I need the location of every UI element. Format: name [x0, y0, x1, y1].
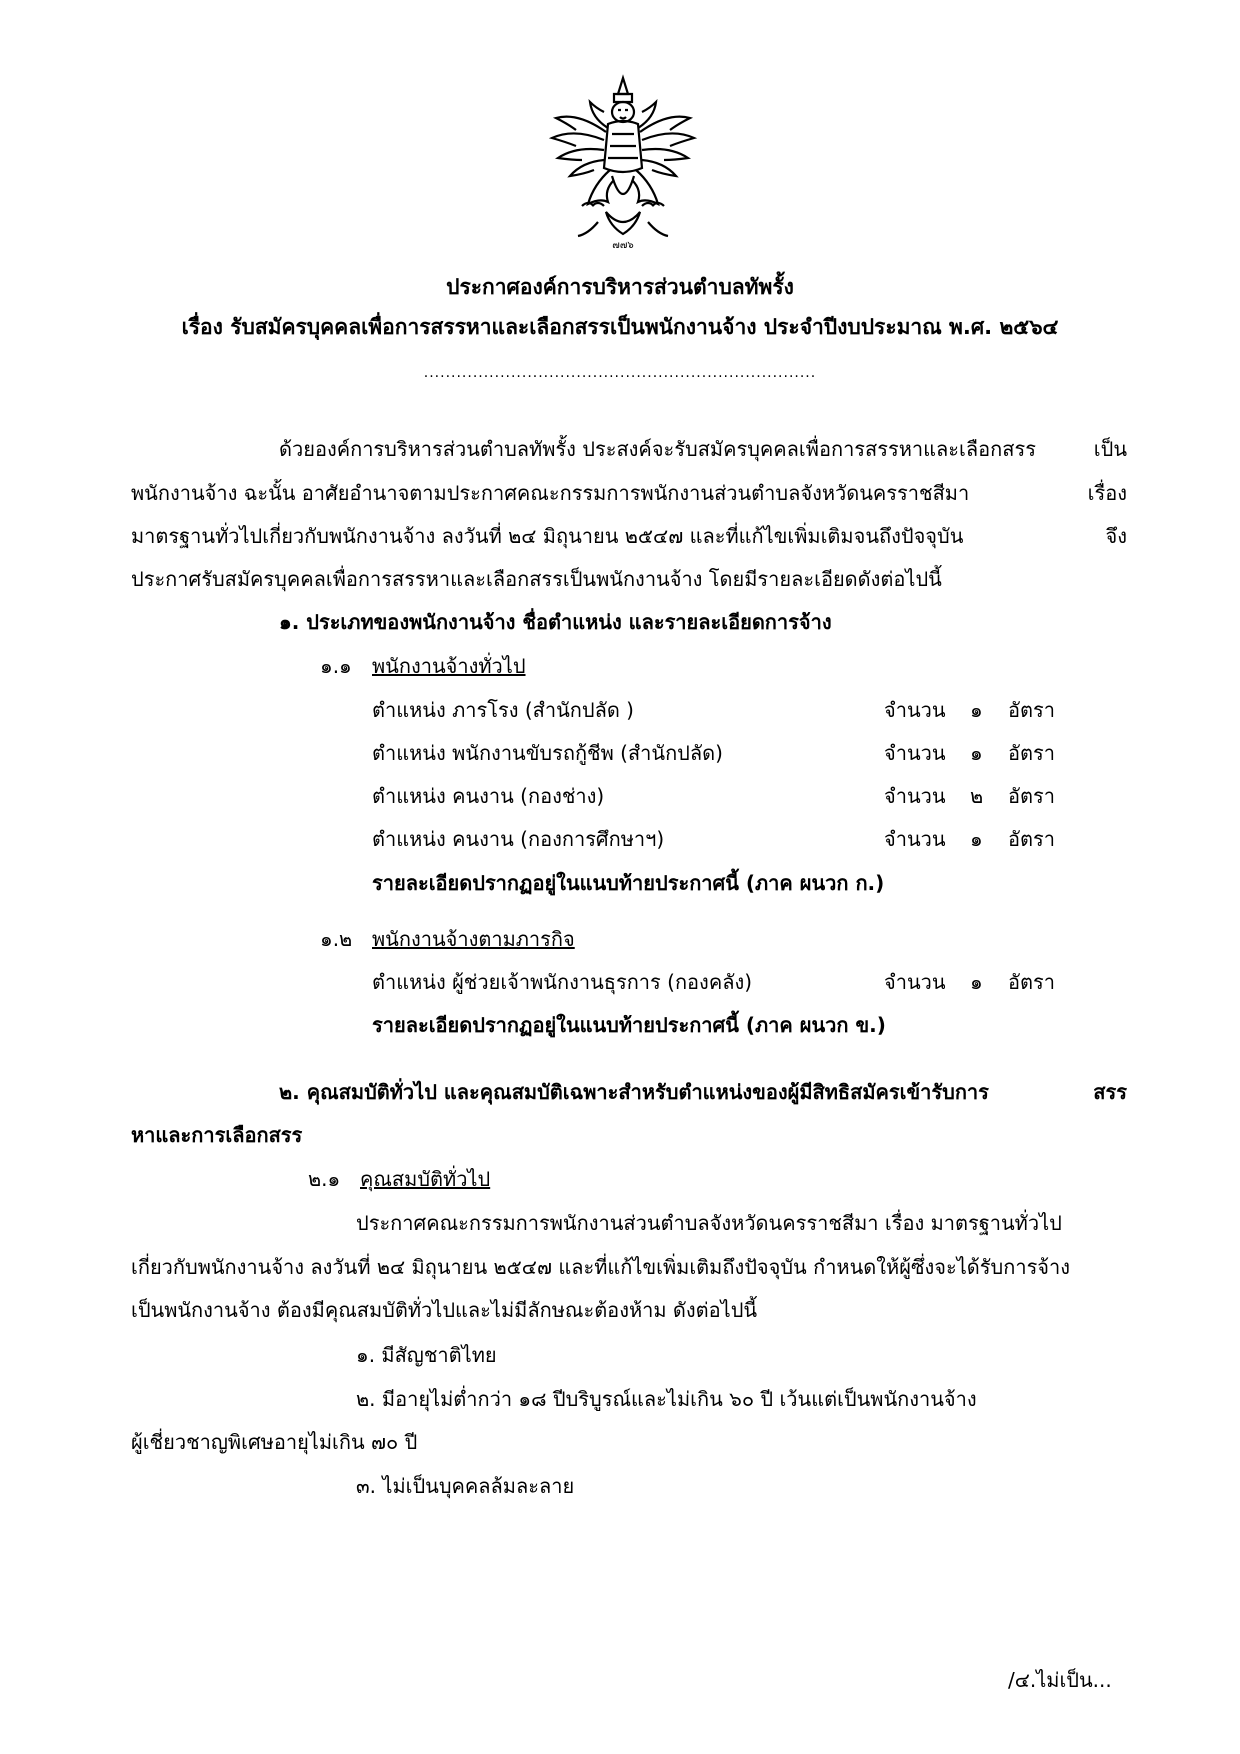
position-name: ตำแหน่ง พนักงานขับรถกู้ชีพ (สำนักปลัด) [372, 741, 723, 765]
section-2-1-title: คุณสมบัติทั่วไป [360, 1167, 491, 1191]
intro-line-4: ประกาศรับสมัครบุคคลเพื่อการสรรหาและเลือกสรรเป็นพนักงานจ้าง โดยมีรายละเอียดดังต่อไปนี้ [131, 567, 942, 591]
section-2-heading-line-1 [279, 1077, 1127, 1107]
intro-line-1-end: เป็น [1093, 437, 1127, 461]
count-unit: อัตรา [1008, 741, 1055, 765]
section-2-heading-text: ๒. คุณสมบัติทั่วไป และคุณสมบัติเฉพาะสำหรับตำแหน่งของผู้มีสิทธิสมัครเข้ารับการ [279, 1080, 989, 1104]
section-1-1-title: พนักงานจ้างทั่วไป [372, 654, 526, 678]
count-unit: อัตรา [1008, 698, 1055, 722]
count-label: จำนวน [884, 698, 946, 722]
intro-line-3-end: จึง [1105, 524, 1127, 548]
qualification-item: ๑. มีสัญชาติไทย [356, 1343, 497, 1367]
section-1-1-number: ๑.๑ [320, 654, 352, 678]
position-name: ตำแหน่ง ผู้ช่วยเจ้าพนักงานธุรการ (กองคลัง) [372, 970, 753, 994]
section-2-1-para-line-1: ประกาศคณะกรรมการพนักงานส่วนตำบลจังหวัดนครราชสีมา เรื่อง มาตรฐานทั่วไป [356, 1211, 1062, 1235]
count-label: จำนวน [884, 741, 946, 765]
count-unit: อัตรา [1008, 970, 1055, 994]
section-1-1-note: รายละเอียดปรากฏอยู่ในแนบท้ายประกาศนี้ (ภาค ผนวก ก.) [372, 871, 885, 895]
section-1-heading: ๑. ประเภทของพนักงานจ้าง ชื่อตำแหน่ง และรายละเอียดการจ้าง [279, 610, 832, 634]
count-value: ๑ [970, 698, 983, 722]
count-value: ๒ [970, 784, 984, 808]
position-name: ตำแหน่ง ภารโรง (สำนักปลัด ) [372, 698, 634, 722]
continued-marker: /๔.ไม่เป็น... [1008, 1668, 1112, 1692]
intro-line-2-end: เรื่อง [1087, 481, 1127, 505]
intro-line-2 [131, 478, 1127, 508]
count-value: ๑ [970, 827, 983, 851]
document-title: ประกาศองค์การบริหารส่วนตำบลทัพรั้ง [446, 275, 794, 299]
section-2-heading-line-2: หาและการเลือกสรร [131, 1123, 303, 1147]
count-value: ๑ [970, 970, 983, 994]
position-name: ตำแหน่ง คนงาน (กองการศึกษาฯ) [372, 827, 665, 851]
intro-line-3-text: มาตรฐานทั่วไปเกี่ยวกับพนักงานจ้าง ลงวันที่ ๒๔ มิถุนายน ๒๕๔๗ และที่แก้ไขเพิ่มเติมจนถึงปัจจุบัน [131, 524, 964, 548]
section-2-1-para-line-2: เกี่ยวกับพนักงานจ้าง ลงวันที่ ๒๔ มิถุนายน ๒๕๔๗ และที่แก้ไขเพิ่มเติมถึงปัจจุบัน กำหนดให้ผู้ซึ่งจะได้รับการจ้าง [131, 1255, 1071, 1279]
section-2-heading-end: สรร [1093, 1080, 1127, 1104]
svg-text:๗๗๖: ๗๗๖ [612, 240, 634, 251]
qualification-item-continued: ผู้เชี่ยวชาญพิเศษอายุไม่เกิน ๗๐ ปี [131, 1430, 418, 1454]
count-unit: อัตรา [1008, 827, 1055, 851]
qualification-item: ๒. มีอายุไม่ต่ำกว่า ๑๘ ปีบริบูรณ์และไม่เกิน ๖๐ ปี เว้นแต่เป็นพนักงานจ้าง [356, 1387, 977, 1411]
count-unit: อัตรา [1008, 784, 1055, 808]
intro-line-1 [279, 434, 1127, 464]
section-1-2-number: ๑.๒ [320, 927, 353, 951]
section-2-1-number: ๒.๑ [308, 1167, 341, 1191]
document-subject: เรื่อง รับสมัครบุคคลเพื่อการสรรหาและเลือกสรรเป็นพนักงานจ้าง ประจำปีงบประมาณ พ.ศ. ๒๕๖๔ [181, 315, 1059, 339]
qualification-item: ๓. ไม่เป็นบุคคลล้มละลาย [356, 1474, 575, 1498]
count-value: ๑ [970, 741, 983, 765]
position-name: ตำแหน่ง คนงาน (กองช่าง) [372, 784, 605, 808]
garuda-emblem-icon [548, 72, 698, 252]
intro-line-1-text: ด้วยองค์การบริหารส่วนตำบลทัพรั้ง ประสงค์จะรับสมัครบุคคลเพื่อการสรรหาและเลือกสรร [279, 437, 1036, 461]
intro-line-2-text: พนักงานจ้าง ฉะนั้น อาศัยอำนาจตามประกาศคณะกรรมการพนักงานส่วนตำบลจังหวัดนครราชสีมา [131, 481, 970, 505]
count-label: จำนวน [884, 970, 946, 994]
intro-line-3 [131, 521, 1127, 551]
title-divider: ........................................................................ [423, 365, 817, 381]
count-label: จำนวน [884, 827, 946, 851]
section-1-2-title: พนักงานจ้างตามภารกิจ [372, 927, 575, 951]
section-2-1-para-line-3: เป็นพนักงานจ้าง ต้องมีคุณสมบัติทั่วไปและไม่มีลักษณะต้องห้าม ดังต่อไปนี้ [131, 1298, 758, 1322]
section-1-2-note: รายละเอียดปรากฏอยู่ในแนบท้ายประกาศนี้ (ภาค ผนวก ข.) [372, 1013, 886, 1037]
count-label: จำนวน [884, 784, 946, 808]
